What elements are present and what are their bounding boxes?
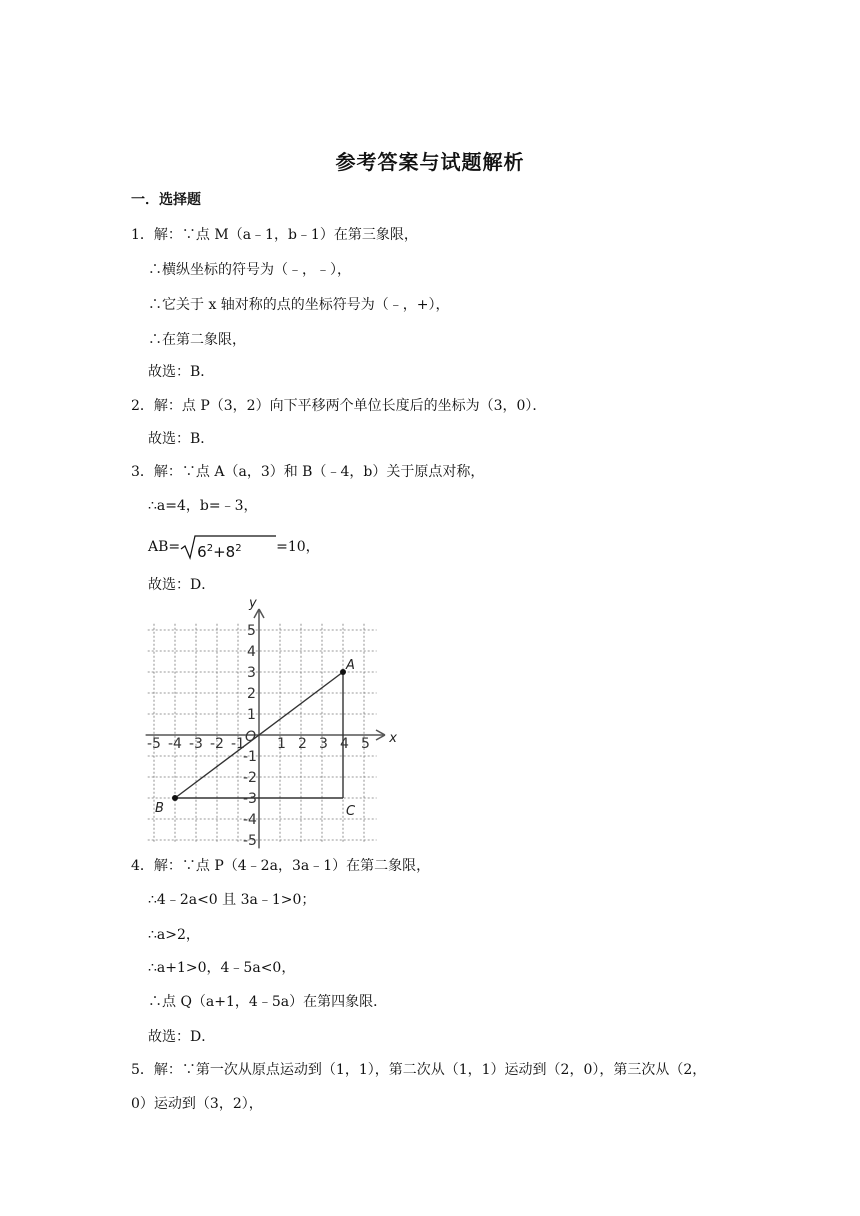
answer-4-line-3: ∴a>2， xyxy=(148,927,200,943)
y-tick-label: -4 xyxy=(243,812,257,828)
y-tick-label: 4 xyxy=(247,644,256,660)
coordinate-plane xyxy=(147,595,397,849)
y-tick-label: 1 xyxy=(247,707,256,723)
x-tick-label: 4 xyxy=(340,736,349,752)
page-title: 参考答案与试题解析 xyxy=(335,150,525,174)
coordinate-figure xyxy=(147,595,397,849)
y-tick-label: 5 xyxy=(247,623,256,639)
answer-5-line-1: 5．解：∵第一次从原点运动到（1，1），第二次从（1，1）运动到（2，0），第三次从（2， xyxy=(131,1062,707,1078)
x-tick-label: -3 xyxy=(189,736,203,752)
point-B-label: B xyxy=(155,801,164,816)
answer-2-line-1: 2．解：点 P（3，2）向下平移两个单位长度后的坐标为（3，0）． xyxy=(131,398,547,414)
point-B xyxy=(172,795,178,801)
x-tick-label: 2 xyxy=(298,736,307,752)
y-axis-label: y xyxy=(249,595,257,611)
point-C-label: C xyxy=(346,804,356,819)
y-tick-label: -1 xyxy=(243,749,257,765)
point-A-label: A xyxy=(346,658,355,673)
formula-lhs: AB= xyxy=(148,539,181,555)
answer-4-line-5: ∴点 Q（a+1，4﹣5a）在第四象限． xyxy=(148,994,388,1010)
answer-4-choice: 故选：D． xyxy=(148,1029,216,1045)
y-tick-label: 3 xyxy=(247,665,256,681)
x-tick-label: -5 xyxy=(147,736,161,752)
section-heading: 一．选择题 xyxy=(131,192,201,208)
x-tick-label: 5 xyxy=(361,736,370,752)
answer-1-choice: 故选：B． xyxy=(148,364,215,380)
answer-2-choice: 故选：B． xyxy=(148,431,215,447)
x-tick-label: 1 xyxy=(277,736,286,752)
x-axis-label: x xyxy=(389,731,397,746)
answer-3-line-2: ∴a=4，b=﹣3， xyxy=(148,498,258,514)
x-tick-label: 3 xyxy=(319,736,328,752)
square-root-expression xyxy=(180,534,276,560)
y-tick-label: 2 xyxy=(247,686,256,702)
answer-4-line-2: ∴4﹣2a<0 且 3a﹣1>0； xyxy=(148,892,316,908)
answer-1-line-4: ∴在第二象限， xyxy=(148,332,246,348)
y-tick-label: -3 xyxy=(243,791,257,807)
x-tick-label: -2 xyxy=(210,736,224,752)
formula-rhs: =10， xyxy=(276,539,320,555)
answer-3-distance-formula xyxy=(148,534,320,560)
answer-1-line-3: ∴它关于 x 轴对称的点的坐标符号为（﹣，+）， xyxy=(148,297,450,313)
answer-4-line-1: 4．解：∵点 P（4﹣2a，3a﹣1）在第二象限， xyxy=(131,858,431,874)
answer-1-line-2: ∴横纵坐标的符号为（﹣，﹣）， xyxy=(148,262,351,278)
origin-label: O xyxy=(245,729,257,745)
answer-3-line-1: 3．解：∵点 A（a，3）和 B（﹣4，b）关于原点对称， xyxy=(131,464,485,480)
answer-4-line-4: ∴a+1>0，4﹣5a<0， xyxy=(148,960,296,976)
y-tick-label: -2 xyxy=(243,770,257,786)
x-tick-label: -1 xyxy=(231,736,245,752)
answer-1-line-1: 1．解：∵点 M（a﹣1，b﹣1）在第三象限， xyxy=(131,227,418,243)
answer-3-choice: 故选：D． xyxy=(148,577,216,593)
radicand: $6^2+8^2$ xyxy=(197,543,242,561)
y-tick-label: -5 xyxy=(243,833,257,849)
answer-5-line-2: 0）运动到（3，2）， xyxy=(131,1096,263,1112)
x-tick-label: -4 xyxy=(168,736,182,752)
